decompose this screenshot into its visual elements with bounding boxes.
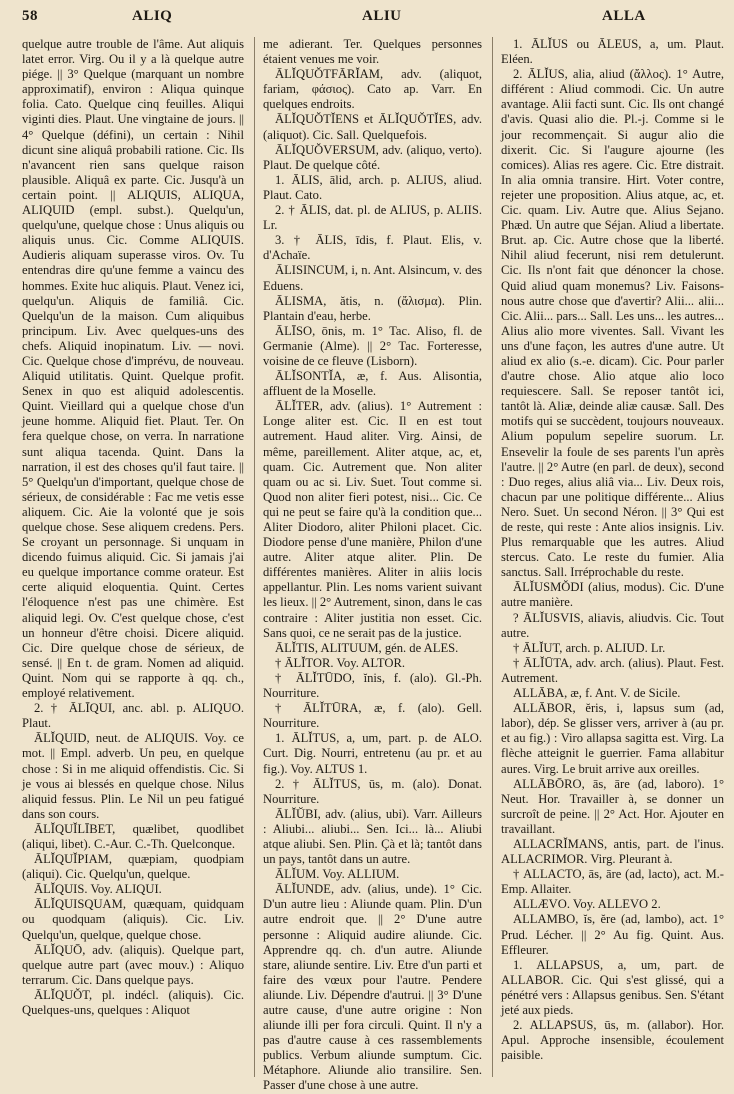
dictionary-entry: me adierant. Ter. Quelques personnes étaient venues me voir.: [263, 37, 482, 67]
column-center: [263, 37, 482, 1093]
dictionary-entry: † ĀLĬTŪDO, ĭnis, f. (alo). Gl.-Ph. Nourriture.: [263, 670, 482, 701]
dictionary-entry: ĀLĬQUIS. Voy. ALIQUI.: [34, 882, 162, 897]
dictionary-entry: ĀLĬTER, adv. (alius). 1° Autrement : Longe aliter est. Cic. Il en est tout autrement. Haud aliter. Virg. Ainsi, de même, pareillement. Aliter atque, ac, et, quam. Cic. Autrement que. Non aliter quam ou ac si. Liv. Suet. Tout comme si. Quod non aliter fieri potest, nisi... Cic. Ce qui ne peut se faire qu'à la condition que... Aliter Diodoro, aliter Philoni placet. Cic. Diodore pense d'une manière, Philon d'une autre. Aliter atque aliter. Plin. De différentes manières. Aliter in aliis locis appellantur. Plin. Les noms varient suivant les lieux. || 2° Autrement, sinon, dans le cas contraire : Aliter justitia non esset. Cic. Sans quoi, ce ne serait pas de la justice.: [263, 399, 482, 640]
column-divider: [254, 37, 255, 1077]
dictionary-entry: ĀLĬQUŎTFĀRĬAM, adv. (aliquot, fariam, φάσιος). Cato ap. Varr. En quelques endroits.: [263, 67, 482, 112]
dictionary-entry: ĀLĬQUĬPIAM, quæpiam, quodpiam (aliqui). Cic. Quelqu'un, quelque.: [22, 852, 244, 882]
dictionary-entry: ĀLISINCUM, i, n. Ant. Alsincum, v. des Eduens.: [263, 263, 482, 293]
dictionary-entry: ALLĀBA, æ, f. Ant. V. de Sicile.: [513, 686, 681, 701]
dictionary-entry: ĀLĬQUID, neut. de ALIQUIS. Voy. ce mot. || Empl. adverb. Un peu, en quelque chose : Si in me aliquid offendistis. Cic. Si je vous ai blessés en quelque chose. Nilus aliquid fessus. Plin. Le Nil un peu fatigué dans son cours.: [22, 731, 244, 821]
dictionary-entry: ĀLĬQUŎTĬENS et ĀLĬQUŎTĬES, adv. (aliquot). Cic. Sall. Quelquefois.: [263, 112, 482, 142]
dictionary-entry: ALLÆVO. Voy. ALLEVO 2.: [513, 897, 661, 912]
dictionary-entry: † ĀLĬUT, arch. p. ALIUD. Lr.: [513, 640, 666, 655]
dictionary-entry: 3. † ĀLIS, īdis, f. Plaut. Elis, v. d'Achaïe.: [263, 233, 482, 263]
dictionary-entry: ALLACRĬMANS, antis, part. de l'inus. ALLACRIMOR. Virg. Pleurant à.: [501, 836, 724, 867]
dictionary-entry: quelque autre trouble de l'âme. Aut aliquis latet error. Virg. Ou il y a là quelque autre piége. || 3° Quelque (marquant un nombre approximatif), environ : Aliqua quinque folia. Cato. Quelque cinq feuilles. Aliqui viginti dies. Plaut. Une vingtaine de jours. || 4° Quelque (défini), un certain : Nihil dicunt sine aliquâ probabili ratione. Cic. Ils n'avancent rien sans quelque raison plausible. Aliquâ ex parte. Cic. Jusqu'à un certain point. || ALIQUIS, ALIQUA, ALIQUID (empl. subst.). Quelqu'un, quelqu'une, quelque chose : Unus aliquis ou aliquis unus. Cic. Comme ALIQUIS. Audieris aliquam superasse viros. Ov. Tu entendras dire qu'une femme a vaincu des hommes. Exite huc aliquis. Plaut. Venez ici, quelqu'un. Aliquis de familiâ. Cic. Quelqu'un de la maison. Cum aliquibus principum. Liv. Avec quelques-uns des chefs. Aliquid inopinatum. Liv. — novi. Cic. Quelque chose d'imprévu, de nouveau. Aliquid utilitatis. Quint. Quelque profit. Senex in quo est aliquid adolescentis. Quint. Vieillard qui a quelque chose d'un jeune homme. Aliquid fiet. Plaut. Ter. On fera quelque chose, on verra. In narratione sunt aliqua tacenda. Quint. Dans la narration, il est des choses qu'il faut taire. || 5° Quelqu'un d'important, quelque chose de sérieux, de considérable : Fac me vetis esse aliquem. Cic. Aie la volonté que je sois quelque chose. Sese aliquem credens. Pers. Se croyant un personnage. Si unquam in dicendo fuimus aliquid. Cic. Si jamais j'ai eu quelque importance comme orateur. Est certe aliquid eloquentia. Quint. Certes l'éloquence n'est pas une chimère. Est aliquid legi. Ov. C'est quelque chose, c'est un honneur d'être choisi. Dicere aliquid. Cic. Dire quelque chose de sérieux, de sensé. || En t. de gram. Nomen ad aliquid. Quint. Nom qui se rapporte à qq. ch., employé relativement.: [22, 37, 244, 701]
dictionary-entry: 2. † ĀLĪQUI, anc. abl. p. ALIQUO. Plaut.: [22, 701, 244, 731]
dictionary-entry: † ĀLĬTŪRA, æ, f. (alo). Gell. Nourriture.: [263, 701, 482, 731]
dictionary-entry: ĀLĬŬBI, adv. (alius, ubi). Varr. Ailleurs : Aliubi... aliubi... Sen. Ici... là... Aliubi atque aliubi. Sen. Plin. Çà et là; tantôt dans un pays, tantôt dans un autre.: [263, 806, 482, 867]
dictionary-entry: † ALLACTO, ās, āre (ad, lacto), act. M.-Emp. Allaiter.: [501, 867, 724, 897]
dictionary-entry: ĀLĬQUŎVERSUM, adv. (aliquo, verto). Plaut. De quelque côté.: [263, 142, 482, 172]
header-guide-word-center: ALIU: [362, 8, 402, 24]
column-left: [22, 37, 244, 1077]
dictionary-entry: ALLĀBOR, ĕris, i, lapsus sum (ad, labor), dép. Se glisser vers, arriver à (au pr. et au fig.) : Viro allapsa sagitta est. Virg. La flèche atteignit le guerrier. Fama allabitur aures. Virg. Le bruit arrive aux oreilles.: [501, 701, 724, 776]
dictionary-entry: † ĀLĬŪTA, adv. arch. (alius). Plaut. Fest. Autrement.: [501, 655, 724, 685]
dictionary-entry: 1. ALLAPSUS, a, um, part. de ALLABOR. Cic. Qui s'est glissé, qui a pénétré vers : Allapsus genibus. Sen. S'étant jeté aux pieds.: [501, 957, 724, 1017]
dictionary-entry: ĀLĬQUŎT, pl. indécl. (aliquis). Cic. Quelques-uns, quelques : Aliquot: [22, 987, 244, 1017]
dictionary-entry: ? ĀLĬUSVIS, aliavis, aliudvis. Cic. Tout autre.: [501, 610, 724, 640]
dictionary-entry: 1. ĀLĬTUS, a, um, part. p. de ALO. Curt. Dig. Nourri, entretenu (au pr. et au fig.). Voy. ALTUS 1.: [263, 731, 482, 776]
text-columns: [22, 37, 724, 1093]
dictionary-entry: 2. † ĀLĬTUS, ūs, m. (alo). Donat. Nourriture.: [263, 776, 482, 806]
dictionary-entry: 1. ĀLIS, ālid, arch. p. ALIUS, aliud. Plaut. Cato.: [263, 172, 482, 202]
dictionary-entry: 2. † ĀLIS, dat. pl. de ALIUS, p. ALIIS. Lr.: [263, 203, 482, 233]
header-guide-word-right: ALLA: [602, 8, 646, 24]
column-right: [501, 37, 724, 1077]
dictionary-entry: ĀLĬSONTĬA, æ, f. Aus. Alisontia, affluent de la Moselle.: [263, 369, 482, 399]
dictionary-entry: ĀLĬQUISQUAM, quæquam, quidquam ou quodquam (aliquis). Cic. Liv. Quelqu'un, quelque, quelque chose.: [22, 897, 244, 942]
dictionary-entry: † ĀLĬTOR. Voy. ALTOR.: [275, 655, 406, 670]
dictionary-entry: ALLAMBO, ĭs, ĕre (ad, lambo), act. 1° Prud. Lécher. || 2° Au fig. Quint. Aus. Effleurer.: [501, 912, 724, 957]
dictionary-entry: 1. ĀLĬUS ou ĀLEUS, a, um. Plaut. Eléen.: [501, 37, 724, 67]
dictionary-entry: ĀLĬQUŌ, adv. (aliquis). Quelque part, quelque autre part (avec mouv.) : Aliquo terrarum. Cic. Dans quelque pays.: [22, 942, 244, 987]
dictionary-entry: ĀLĬUM. Voy. ALLIUM.: [275, 867, 400, 882]
dictionary-entry: ĀLĪSO, ōnis, m. 1° Tac. Aliso, fl. de Germanie (Alme). || 2° Tac. Forteresse, voisine de ce fleuve (Lisborn).: [263, 323, 482, 368]
dictionary-entry: 2. ALLAPSUS, ūs, m. (allabor). Hor. Apul. Approche insensible, écoulement paisible.: [501, 1018, 724, 1063]
dictionary-entry: ĀLĬUNDE, adv. (alius, unde). 1° Cic. D'un autre lieu : Aliunde quam. Plin. D'un autre endroit que. || 2° D'une autre personne : Aliquid audire aliunde. Cic. Apprendre qq. ch. d'un autre. Aliunde stare, aliunde sentire. Liv. Etre d'un parti et faire des vœux pour l'autre. Pendere aliunde. Liv. Dépendre d'autrui. || 3° D'une autre cause, d'une autre origine : Non aliunde illi per fora circuli. Quint. Il n'y a pas d'autre cause à ces rassemblements publics. Verbum aliunde sumptum. Cic. Métaphore. Aliunde alio transilire. Sen. Passer d'une chose à une autre.: [263, 882, 482, 1093]
dictionary-entry: ĀLISMA, ătis, n. (ἄλισμα). Plin. Plantain d'eau, herbe.: [263, 293, 482, 323]
header-guide-word-left: ALIQ: [132, 8, 173, 24]
dictionary-entry: ALLĀBŌRO, ās, āre (ad, laboro). 1° Neut. Hor. Travailler à, se donner un surcroît de peine. || 2° Act. Hor. Ajouter en travaillant.: [501, 776, 724, 836]
running-header: [22, 6, 724, 30]
dictionary-entry: ĀLĬTIS, ALITUUM, gén. de ALES.: [275, 640, 459, 655]
column-divider: [492, 37, 493, 1077]
page-number: 58: [22, 8, 38, 24]
dictionary-entry: ĀLĬUSMŎDI (alius, modus). Cic. D'une autre manière.: [501, 580, 724, 610]
dictionary-entry: ĀLĬQUĬLĪBET, quælibet, quodlibet (aliqui, libet). C.-Aur. C.-Th. Quelconque.: [22, 821, 244, 851]
dictionary-entry: 2. ĀLĬUS, alia, aliud (ἄλλος). 1° Autre, différent : Aliud commodi. Cic. Un autre avantage. Alii facti sunt. Cic. Ils ont changé d'avis. Quasi alio die. Pl.-j. Comme si le jour recommençait. Si augur alio die dixerit. Cic. Si l'augure ajourne (les comices). Alias res agere. Cic. Etre distrait. In alia omnia transire. Hirt. Voter contre, rejeter une proposition. Alius atque, ac, et. Cic. quam. Liv. Autre que. Alius Sejano. Phæd. Un autre que Séjan. Aliud a libertate. Brut. ap. Cic. Autre chose que la liberté. Nihil aliud fecerunt, nisi rem detulerunt. Cic. Ils n'ont fait que dénoncer la chose. Quid aliud quam monemus? Liv. Faisons-nous autre chose que d'avertir? Alii... alii... Cic. Alii... pars... Sall. Les uns... les autres... Alius alio more viventes. Sall. Vivant les uns d'une façon, les autres d'une autre. Ut aliud ex alio (s.-e. dicam). Cic. Pour parler d'autre chose. Alio atque alio loco requiescere. Sall. Se reposer tantôt ici, tantôt là. Aliæ, deinde aliæ causæ. Sall. Des motifs qui se succèdent, toujours nouveaux. Alium populum sepelire suorum. Lr. Ensevelir la foule de ses parents l'un après l'autre. || 2° Autre (en parl. de deux), second : Duo reges, alius aliâ via... Liv. Deux rois, chacun par une politique différente... Alius Nero. Suet. Un second Néron. || 3° Qui est de reste, qui reste : Ante alios insignis. Liv. Plus remarquable que les autres. Aliud stercus. Cato. Le reste du fumier. Alia sanctus. Sall. Irréprochable du reste.: [501, 67, 724, 580]
